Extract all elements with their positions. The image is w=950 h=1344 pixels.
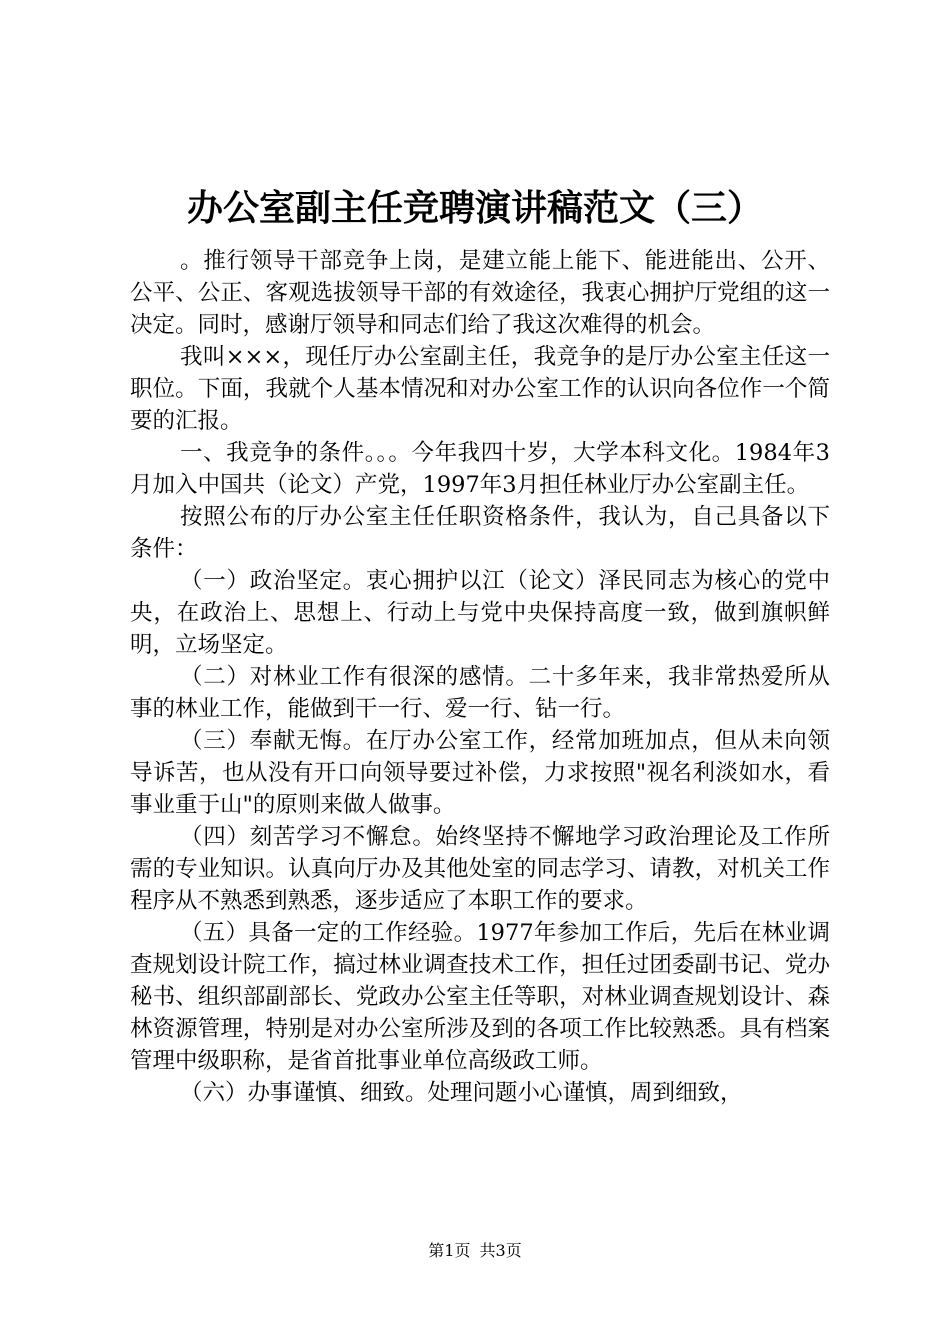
paragraph-condition-6: （六）办事谨慎、细致。处理问题小心谨慎，周到细致，: [180, 1080, 743, 1106]
document-body: [130, 245, 830, 1109]
paragraph-self-introduction: 我叫×××，现任厅办公室副主任，我竞争的是厅办公室主任这一职位。下面，我就个人基本情况和对办公室工作的认识向各位作一个简要的汇报。: [130, 344, 830, 434]
paragraph-condition-5: （五）具备一定的工作经验。1977年参加工作后，先后在林业调查规划设计院工作，搞过林业调查技术工作，担任过团委副书记、党办秘书、组织部副部长、党政办公室主任等职，对林业调查规划设计、森林资源管理，特别是对办公室所涉及到的各项工作比较熟悉。具有档案管理中级职称，是省首批事业单位高级政工师。: [130, 920, 830, 1074]
page-total: 共3页: [479, 1241, 522, 1260]
paragraph-condition-1: （一）政治坚定。衷心拥护以江（论文）泽民同志为核心的党中央，在政治上、思想上、行动上与党中央保持高度一致，做到旗帜鲜明，立场坚定。: [130, 568, 830, 658]
paragraph-condition-2: （二）对林业工作有很深的感情。二十多年来，我非常热爱所从事的林业工作，能做到干一行、爱一行、钻一行。: [130, 664, 830, 722]
paragraph-condition-4: （四）刻苦学习不懈怠。始终坚持不懈地学习政治理论及工作所需的专业知识。认真向厅办及其他处室的同志学习、请教，对机关工作程序从不熟悉到熟悉，逐步适应了本职工作的要求。: [130, 824, 830, 914]
paragraph-intro: 。推行领导干部竞争上岗，是建立能上能下、能进能出、公开、公平、公正、客观选拔领导干部的有效途径，我衷心拥护厅党组的这一决定。同时，感谢厅领导和同志们给了我这次难得的机会。: [130, 248, 830, 338]
paragraph-section-one: 一、我竞争的条件。。。今年我四十岁，大学本科文化。1984年3月加入中国共（论文）产党，1997年3月担任林业厅办公室副主任。: [130, 440, 830, 498]
paragraph-condition-3: （三）奉献无悔。在厅办公室工作，经常加班加点，但从未向领导诉苦，也从没有开口向领导要过补偿，力求按照"视名利淡如水，看事业重于山"的原则来做人做事。: [130, 728, 830, 818]
page-footer: [0, 1241, 950, 1261]
paragraph-conditions-lead: 按照公布的厅办公室主任任职资格条件，我认为，自己具备以下条件：: [130, 504, 830, 562]
document-title: 办公室副主任竞聘演讲稿范文（三）: [186, 187, 763, 229]
page-number: 第1页: [428, 1241, 471, 1260]
